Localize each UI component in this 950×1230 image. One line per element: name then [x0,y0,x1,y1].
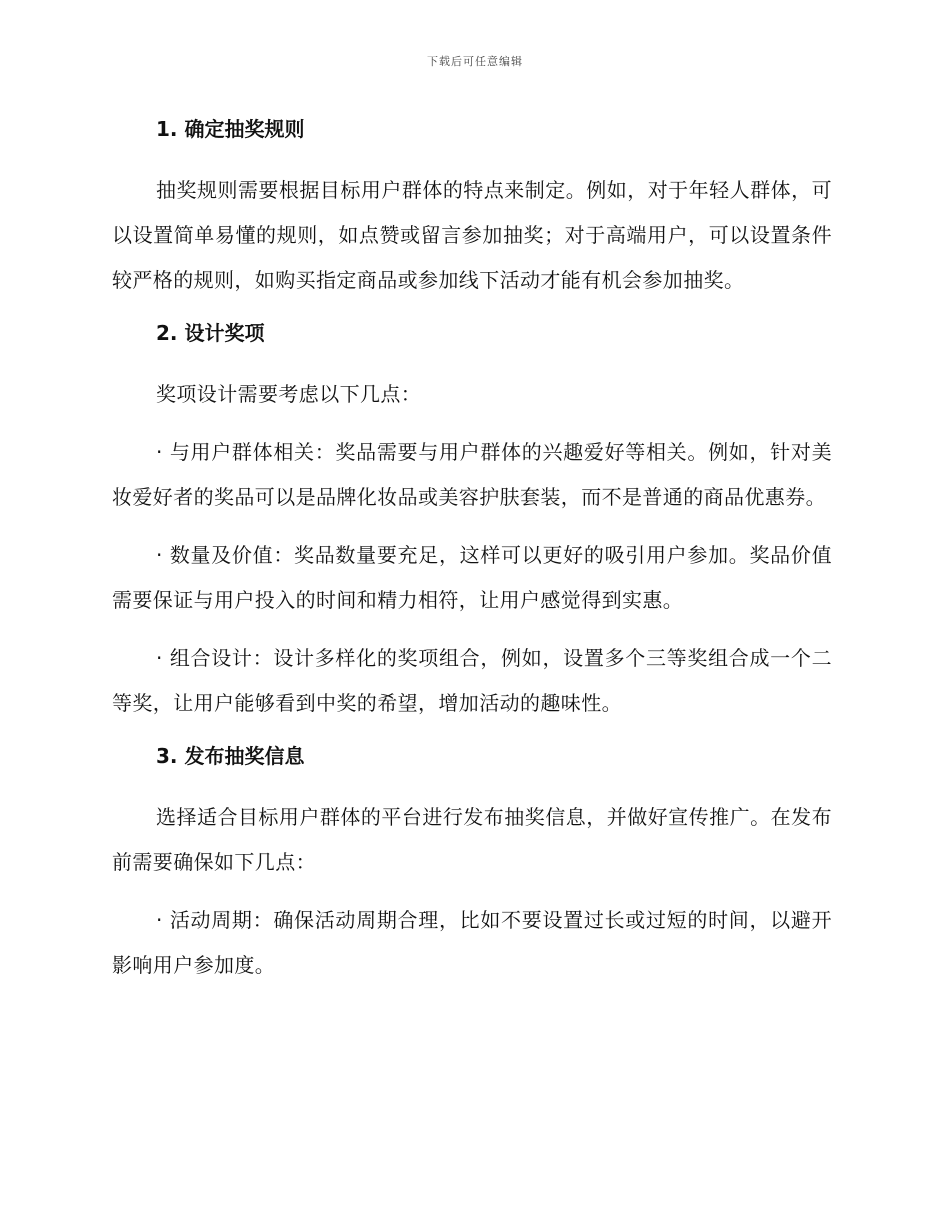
section-2-paragraph-1: 奖项设计需要考虑以下几点： [156,382,422,406]
bullet-item-activity-period: · 活动周期：确保活动周期合理，比如不要设置过长或过短的时间，以避开影响用户参加度。 [112,908,832,977]
section-1-paragraph-1: 抽奖规则需要根据目标用户群体的特点来制定。例如，对于年轻人群体，可以设置简单易懂的规则，如点赞或留言参加抽奖；对于高端用户，可以设置条件较严格的规则，如购买指定商品或参加线下活动才能有机会参加抽奖。 [112,178,832,292]
header-note: 下载后可任意编辑 [427,55,523,68]
bullet-item-combination: · 组合设计：设计多样化的奖项组合，例如，设置多个三等奖组合成一个二等奖，让用户能够看到中奖的希望，增加活动的趣味性。 [112,646,832,715]
section-heading-2: 2. 设计奖项 [156,321,265,345]
document-body [112,112,832,1001]
bullet-item-user-group: · 与用户群体相关：奖品需要与用户群体的兴趣爱好等相关。例如，针对美妆爱好者的奖品可以是品牌化妆品或美容护肤套装，而不是普通的商品优惠券。 [112,440,832,509]
section-heading-3: 3. 发布抽奖信息 [156,744,305,768]
section-heading-1: 1. 确定抽奖规则 [156,117,305,141]
bullet-item-quantity-value: · 数量及价值：奖品数量要充足，这样可以更好的吸引用户参加。奖品价值需要保证与用户投入的时间和精力相符，让用户感觉得到实惠。 [112,543,832,612]
section-3-paragraph-1: 选择适合目标用户群体的平台进行发布抽奖信息，并做好宣传推广。在发布前需要确保如下几点： [112,805,832,874]
